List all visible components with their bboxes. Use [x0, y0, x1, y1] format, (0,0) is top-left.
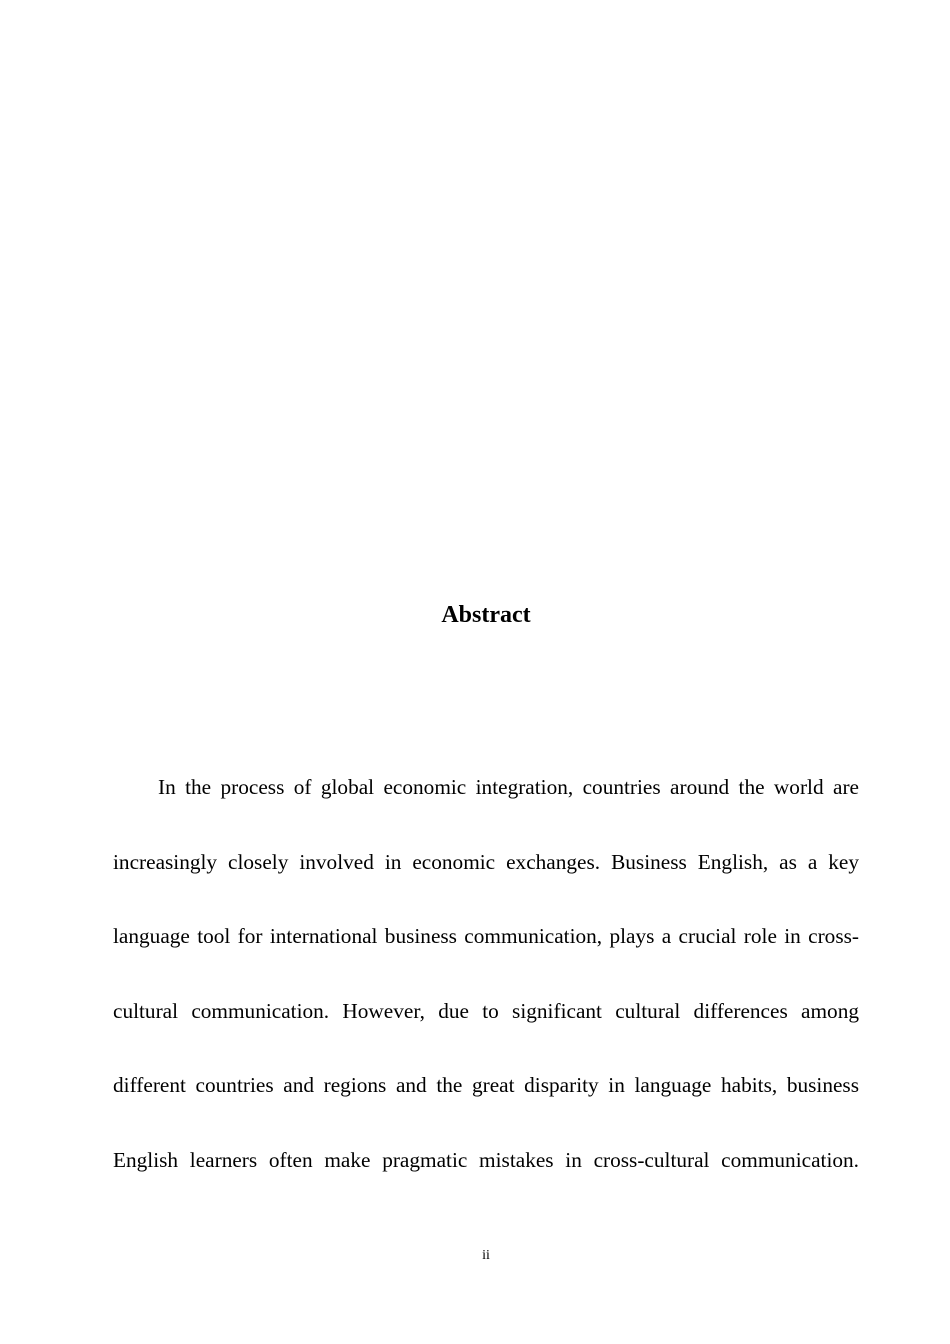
abstract-paragraph: In the process of global economic integration, countries around the world are increasingly closely involved in economic exchanges. Business English, as a key language tool for international business communication, plays a crucial role in cross-cultural communication. However, due to significant cultural differences among different countries and regions and the great disparity in language habits, business English learners often make pragmatic mistakes in cross-cultural communication.: [113, 775, 859, 1172]
page-number: ii: [482, 1248, 490, 1263]
abstract-heading: Abstract: [441, 602, 531, 628]
